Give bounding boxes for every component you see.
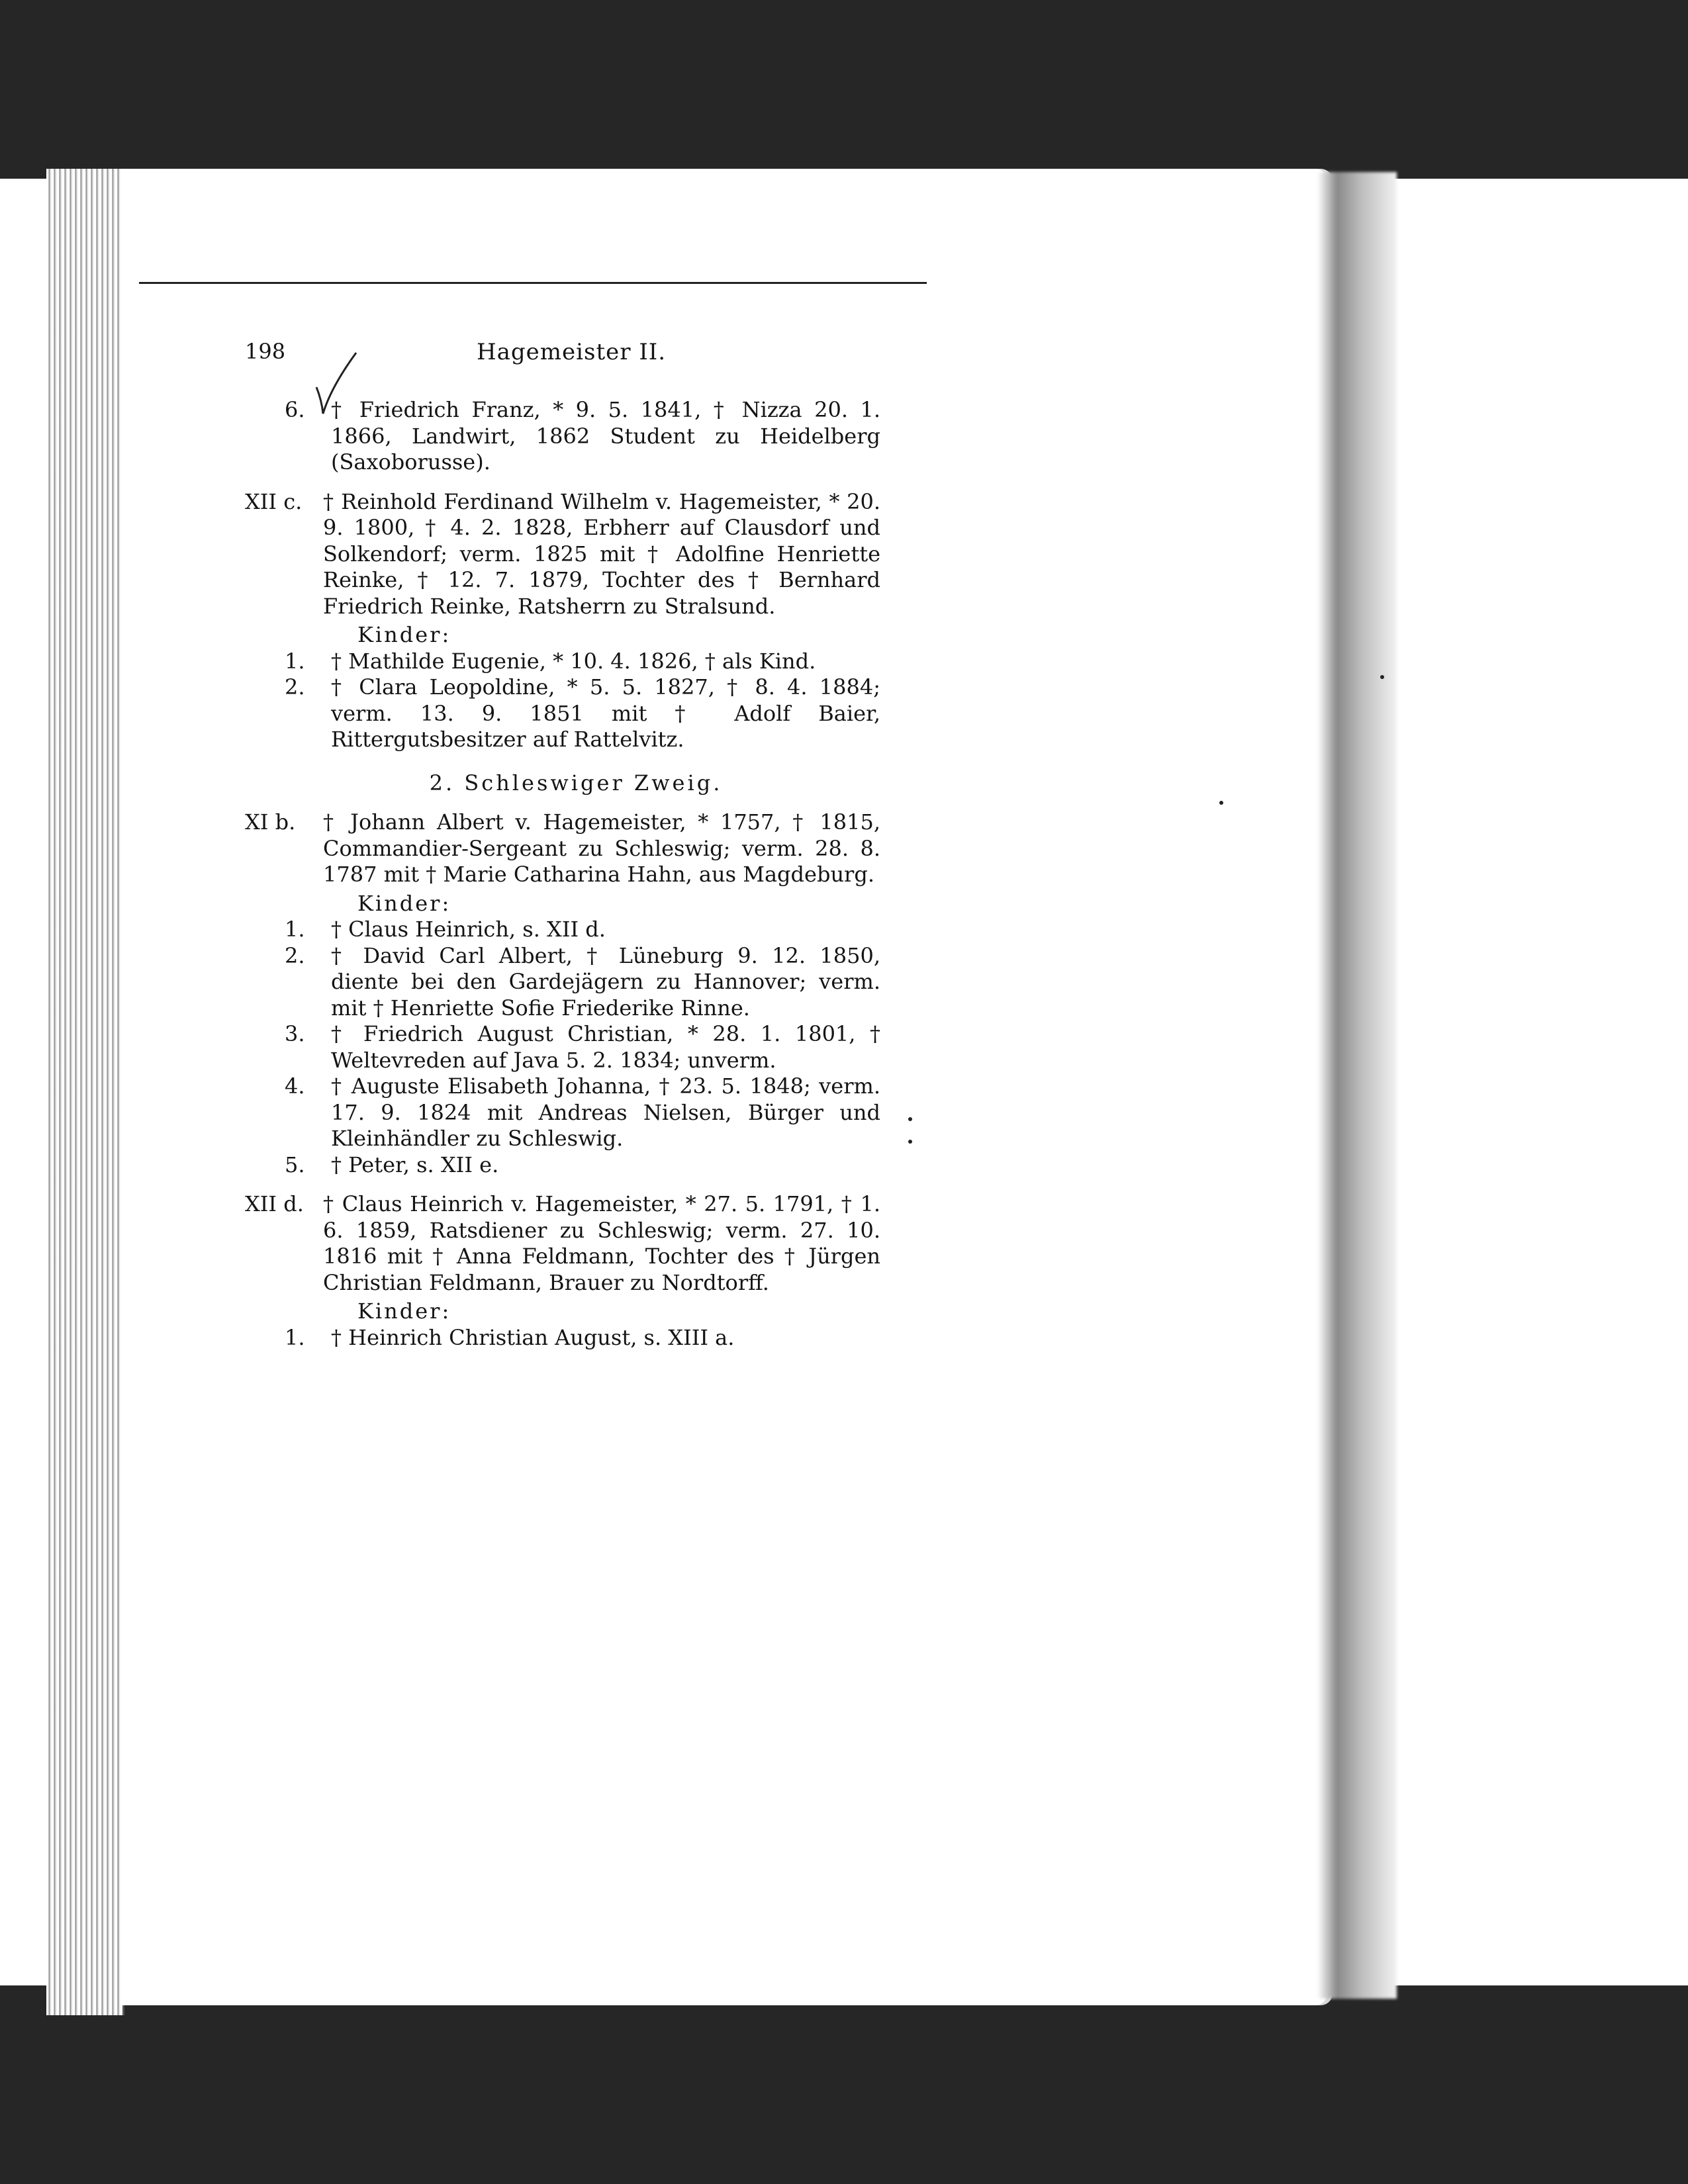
child-entry	[285, 1152, 880, 1179]
book-page-edges	[46, 169, 124, 2015]
child-entry	[285, 649, 880, 675]
page-title: Hagemeister II.	[477, 339, 667, 365]
header-rule	[139, 282, 927, 284]
generation-entry	[245, 809, 880, 888]
child-entry	[285, 1325, 880, 1351]
entry-tag: 2.	[285, 942, 305, 968]
entry-tag: 2.	[285, 674, 305, 700]
entry-tag: 1.	[285, 648, 305, 674]
child-entry	[285, 1073, 880, 1152]
section-heading: 2. Schleswiger Zweig.	[429, 770, 723, 796]
entry-text: † Friedrich Franz, * 9. 5. 1841, † Nizza 20. 1. 1866, Landwirt, 1862 Student zu Heidelberg (Saxoborusse).	[331, 397, 880, 475]
child-entry	[285, 674, 880, 753]
child-entry	[285, 1021, 880, 1073]
entry-text: † David Carl Albert, † Lüneburg 9. 12. 1850, diente bei den Gardejägern zu Hannover; verm. mit † Henriette Sofie Friederike Rinne.	[331, 942, 880, 1021]
entry-tag: 1.	[285, 1324, 305, 1350]
entry-text: † Claus Heinrich v. Hagemeister, * 27. 5. 1791, † 1. 6. 1859, Ratsdiener zu Schleswig; verm. 27. 10. 1816 mit † Anna Feldmann, Tochter des † Jürgen Christian Feldmann, Brauer zu Nordtorff.	[323, 1191, 880, 1295]
facing-page-shadow	[1317, 172, 1397, 1999]
kinder-label: Kinder:	[357, 1298, 451, 1324]
entry-text: † Heinrich Christian August, s. XIII a.	[331, 1324, 735, 1350]
entry-tag: 3.	[285, 1021, 305, 1046]
generation-entry	[245, 1191, 880, 1296]
kinder-label: Kinder:	[357, 890, 451, 916]
entry-text: † Johann Albert v. Hagemeister, * 1757, † 1815, Commandier-Sergeant zu Schleswig; verm. 28. 8. 1787 mit † Marie Catharina Hahn, aus Magdeburg.	[323, 809, 880, 887]
entry-text: † Reinhold Ferdinand Wilhelm v. Hagemeister, * 20. 9. 1800, † 4. 2. 1828, Erbherr auf Clausdorf und Solkendorf; verm. 1825 mit † Adolfine Henriette Reinke, † 12. 7. 1879, Tochter des † Bernhard Friedrich Reinke, Ratsherrn zu Stralsund.	[323, 488, 880, 619]
scanner-background-bottom	[0, 1985, 1688, 2184]
entry-tag: 4.	[285, 1073, 305, 1099]
entry-tag: XII d.	[245, 1191, 304, 1216]
entry-text: † Claus Heinrich, s. XII d.	[331, 917, 606, 942]
entry-text: † Friedrich August Christian, * 28. 1. 1801, † Weltevreden auf Java 5. 2. 1834; unverm.	[331, 1021, 880, 1073]
child-entry	[285, 917, 880, 943]
entry-text: † Mathilde Eugenie, * 10. 4. 1826, † als Kind.	[331, 648, 816, 674]
child-entry	[285, 943, 880, 1022]
child-entry	[285, 397, 880, 476]
entry-text: † Peter, s. XII e.	[331, 1152, 499, 1177]
entry-tag: 5.	[285, 1152, 305, 1177]
kinder-label: Kinder:	[357, 622, 451, 647]
generation-entry	[245, 489, 880, 620]
entry-tag: 6.	[285, 397, 305, 422]
page-number: 198	[245, 339, 286, 364]
entry-tag: XI b.	[245, 809, 296, 835]
entry-text: † Clara Leopoldine, * 5. 5. 1827, † 8. 4. 1884; verm. 13. 9. 1851 mit † Adolf Baier, Rittergutsbesitzer auf Rattelvitz.	[331, 674, 880, 752]
entry-tag: 1.	[285, 917, 305, 942]
entry-tag: XII c.	[245, 488, 303, 514]
genealogy-text	[245, 397, 880, 1351]
entry-text: † Auguste Elisabeth Johanna, † 23. 5. 1848; verm. 17. 9. 1824 mit Andreas Nielsen, Bürger und Kleinhändler zu Schleswig.	[331, 1073, 880, 1151]
scanner-background-top	[0, 0, 1688, 179]
